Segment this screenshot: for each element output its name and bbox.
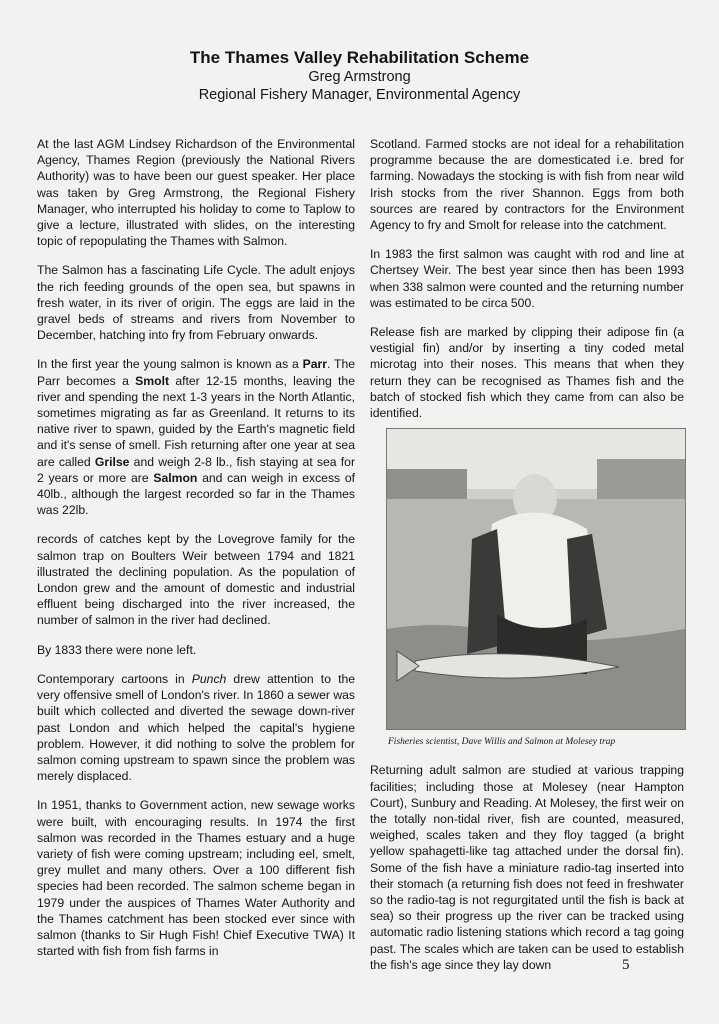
text-span: In the first year the young salmon is known as a bbox=[37, 357, 303, 372]
paragraph-intro: At the last AGM Lindsey Richardson of the Environmental Agency, Thames Region (previously the National Rivers Authority) was to have been our guest speaker. Her place was taken by Greg Armstrong, the Regional Fishery Manager, who interrupted his holiday to come to Taplow to give a lecture, illustrated with slides, on the interesting topic of repopulating the Thames with Salmon. bbox=[37, 137, 355, 249]
paragraph-parr-smolt bbox=[37, 356, 355, 518]
salmon-photo-illustration bbox=[387, 429, 685, 729]
paragraph-life-cycle: The Salmon has a fascinating Life Cycle. The adult enjoys the rich feeding grounds of the open sea, but spawns in fresh water, in its river of origin. The eggs are laid in the gravel beds of streams and rivers from November to December, hatching into fry from February onwards. bbox=[37, 263, 355, 343]
author-name: Greg Armstrong bbox=[308, 69, 411, 85]
paragraph-trapping: Returning adult salmon are studied at various trapping facilities; including those at Molesey (near Hampton Court), Sunbury and Reading. At Molesey, the first weir on the totally non-tidal river, fish are counted, measured, weighed, scales taken and they floy tagged (a bright yellow spahagetti-like tag attached under the dorsal fin). Some of the fish have a miniature radio-tag inserted into their stomach (a returning fish does not feed in freshwater so the radio-tag is not regurgitated until the fish is back at sea) so their progress up the river can be tracked using automatic radio listening stations which record a tag going past. The scales which are taken can be used to establish the fish's age since they lay down bbox=[370, 763, 684, 972]
term-parr: Parr bbox=[302, 357, 328, 372]
paragraph-1951: In 1951, thanks to Government action, new sewage works were built, with encouraging results. In 1974 the first salmon was recorded in the Thames estuary and a huge variety of fish were coming upstream; including eel, smelt, grey mullet and many others. Over a 100 different fish species had been recorded. The salmon scheme began in 1979 under the auspices of Thames Water Authority and the Thames catchment has been stocked ever since with salmon (thanks to Sir Hugh Fish! Chief Executive TWA) It started with fish from fish farms in bbox=[37, 798, 355, 959]
left-column bbox=[37, 136, 355, 972]
paragraph-records: records of catches kept by the Lovegrove family for the salmon trap on Boulters Weir between 1794 and 1821 illustrated the declining population. As the population of London grew and the amount of domestic and industrial effluent being discharged into the river increased, the number of salmon in the river had declined. bbox=[37, 532, 355, 628]
salmon-photo bbox=[386, 428, 686, 730]
photo-caption: Fisheries scientist, Dave Willis and Salmon at Molesey trap bbox=[388, 737, 616, 748]
author-role: Regional Fishery Manager, Environmental Agency bbox=[198, 87, 521, 103]
article-title: The Thames Valley Rehabilitation Scheme bbox=[189, 48, 530, 67]
text-span: Contemporary cartoons in bbox=[37, 671, 192, 686]
photo-figure bbox=[386, 428, 684, 750]
paragraph-scotland: Scotland. Farmed stocks are not ideal for a rehabilitation programme because the are domesticated i.e. bred for farming. Nowadays the stocking is with fish from near wild Irish stocks from the river Shannon. Eggs from both sources are reared by contractors for the Environment Agency to fry and Smolt for release into the catchment. bbox=[370, 137, 684, 233]
term-salmon: Salmon bbox=[153, 470, 198, 485]
page-number: 5 bbox=[622, 957, 630, 973]
text-span: and weigh 2-8 lb., fish staying at sea for 2 years or more are bbox=[37, 454, 355, 485]
text-span: drew attention to the very offensive smell of London's river. In 1860 a sewer was built which collected and diverted the sewage down-river past London and which helped the capital's hygiene problem. However, it did nothing to solve the problem for salmon coming upstream to spawn since the problem was merely displaced. bbox=[37, 671, 356, 784]
article-header bbox=[0, 48, 719, 104]
right-column bbox=[370, 136, 684, 986]
text-span: after 12-15 months, leaving the river and spending the next 1-3 years in the North Atlantic, sometimes migrating as far as Greenland. It returns to its native river to spawn, guided by the Earth's magnetic field and it's sense of smell. Fish returning after one year at sea are called bbox=[37, 373, 355, 469]
publication-punch: Punch bbox=[191, 671, 227, 686]
term-grilse: Grilse bbox=[94, 454, 130, 469]
term-smolt: Smolt bbox=[135, 373, 170, 388]
text-span: and can weigh in excess of 40lb., although the largest recorded so far in the Thames was 22lb. bbox=[37, 470, 355, 518]
paragraph-release-fish: Release fish are marked by clipping their adipose fin (a vestigial fin) and/or by inserting a tiny coded metal microtag into their noses. This means that when they return they can be recognised as Thames fish and the batch of stocked fish which they came from can also be identified. bbox=[370, 325, 684, 421]
text-span: . The Parr becomes a bbox=[37, 357, 356, 388]
paragraph-1983: In 1983 the first salmon was caught with rod and line at Chertsey Weir. The best year since then has been 1993 when 338 salmon were counted and the returning number was estimated to be circa 500. bbox=[370, 247, 684, 310]
paragraph-punch bbox=[37, 671, 355, 784]
paragraph-1833: By 1833 there were none left. bbox=[37, 642, 197, 657]
